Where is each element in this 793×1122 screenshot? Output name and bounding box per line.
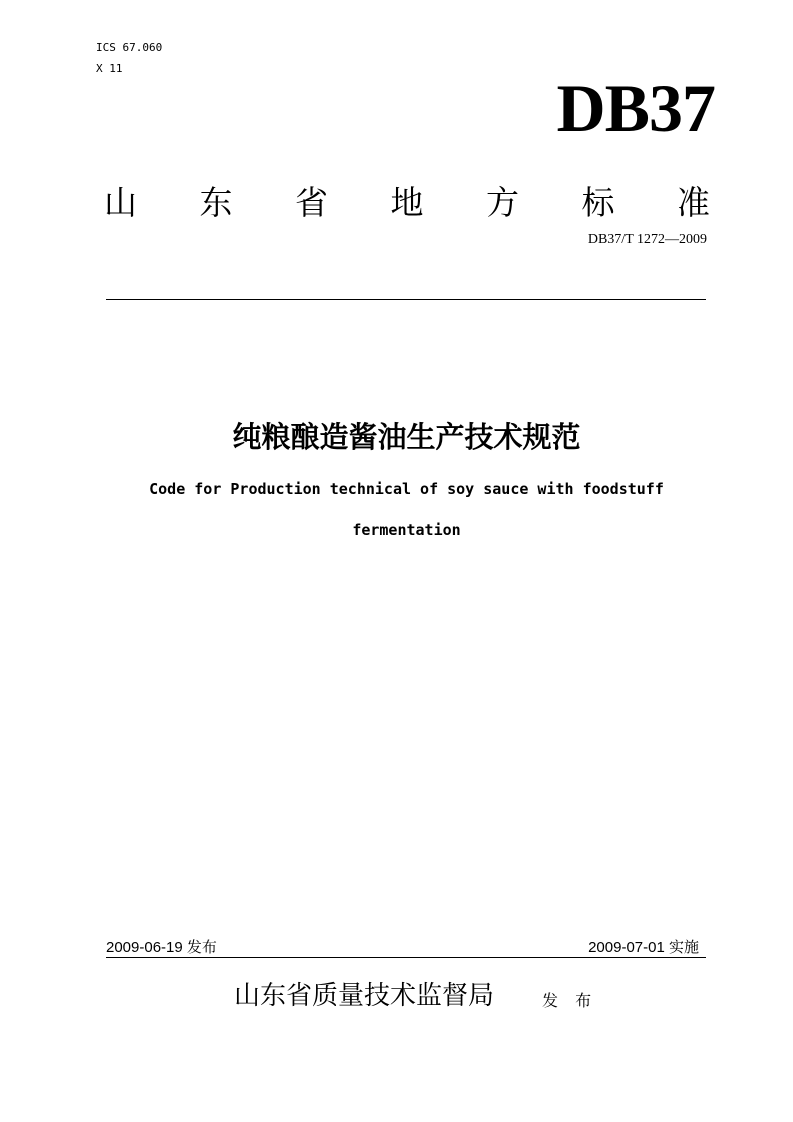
standard-type-char: 方 xyxy=(486,183,519,222)
standard-type-char: 准 xyxy=(677,183,710,222)
footer-divider xyxy=(106,957,706,958)
classification-codes xyxy=(96,37,162,79)
ics-code: ICS 67.060 xyxy=(96,41,163,54)
standard-type-char: 山 xyxy=(104,183,137,222)
standard-type-char: 地 xyxy=(390,183,424,222)
publisher-name: 山东省质量技术监督局 xyxy=(234,981,495,1011)
standard-type-char: 标 xyxy=(581,183,615,222)
standard-type-char: 省 xyxy=(295,183,328,222)
ccs-code: X 11 xyxy=(96,62,123,75)
publisher-action: 发 布 xyxy=(542,991,598,1010)
document-title-english-continued: fermentation xyxy=(352,521,461,539)
standard-type xyxy=(104,181,710,225)
document-title-english: Code for Production technical of soy sauce with foodstuff xyxy=(149,480,664,498)
release-date: 2009-06-19 发布 xyxy=(106,939,217,956)
implementation-date: 2009-07-01 实施 xyxy=(588,939,699,956)
document-title: 纯粮酿造酱油生产技术规范 xyxy=(232,420,581,454)
standard-type-char: 东 xyxy=(199,183,233,222)
header-divider xyxy=(106,299,706,300)
standard-number: DB37/T 1272—2009 xyxy=(587,232,707,247)
standard-logo: DB37 xyxy=(556,70,715,146)
